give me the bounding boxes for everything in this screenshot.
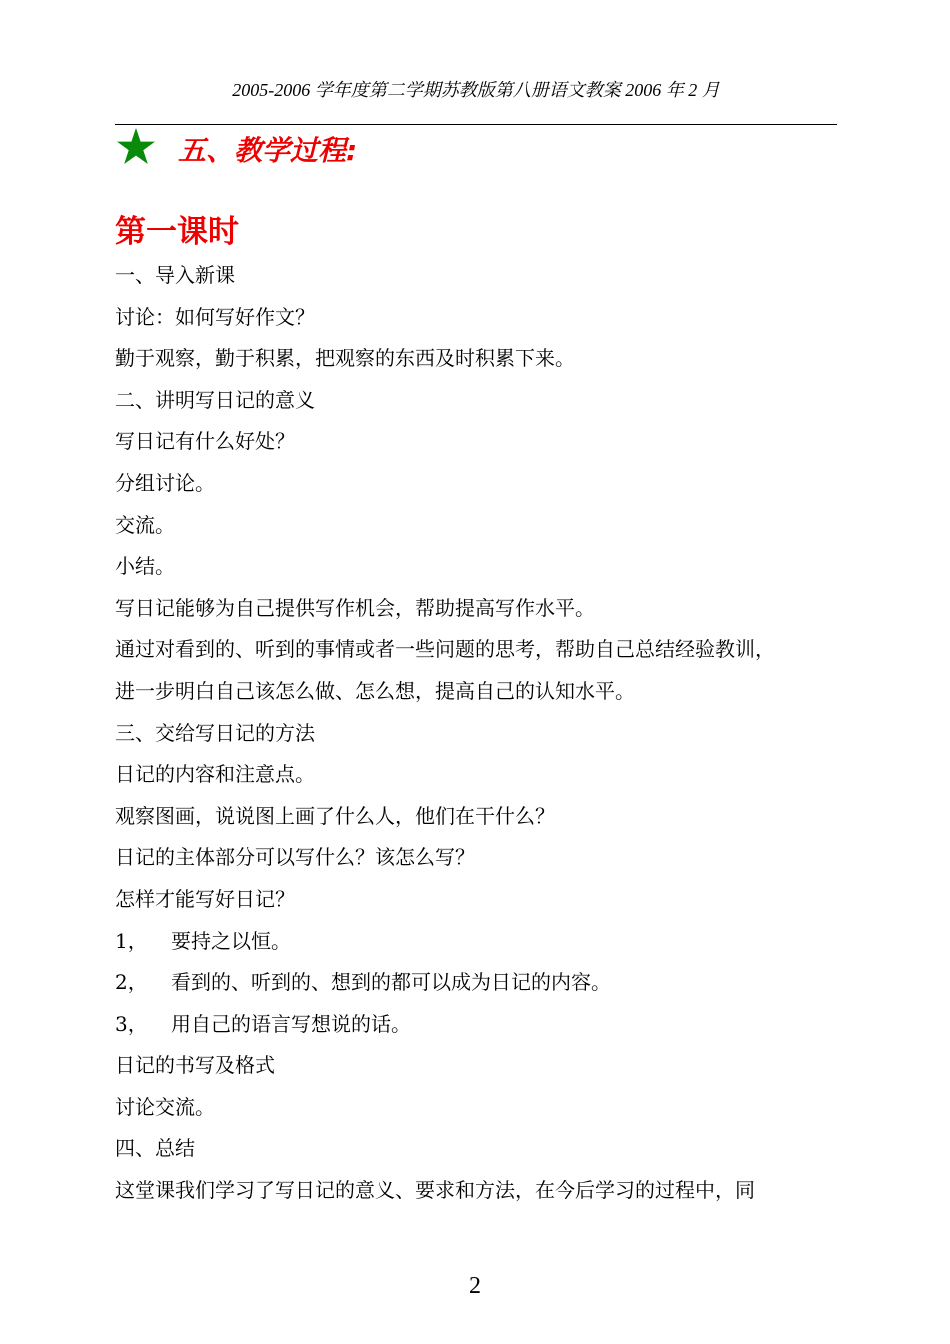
paragraph-line: 四、总结 [115,1136,195,1161]
paragraph-line: 讨论：如何写好作文？ [115,304,315,329]
paragraph-line: 这堂课我们学习了写日记的意义、要求和方法，在今后学习的过程中，同 [115,1178,755,1203]
paragraph-line: 一、导入新课 [115,263,235,287]
numbered-item [115,921,845,963]
paragraph-line: 勤于观察，勤于积累，把观察的东西及时积累下来。 [115,346,575,371]
numbered-item [115,1004,845,1046]
paragraph-line: 分组讨论。 [115,470,215,495]
numbered-item [115,962,845,1004]
paragraph-line: 通过对看到的、听到的事情或者一些问题的思考，帮助自己总结经验教训， [115,637,775,662]
paragraph-line: 写日记能够为自己提供写作机会，帮助提高写作水平。 [115,595,595,620]
item-number: 1， [115,928,148,953]
lesson-heading: 第一课时 [115,214,239,250]
item-text: 要持之以恒。 [171,928,291,953]
paragraph-line: 怎样才能写好日记？ [115,886,295,911]
paragraph-line: 小结。 [115,554,175,579]
item-text: 看到的、听到的、想到的都可以成为日记的内容。 [171,970,611,995]
item-number: 2， [115,970,148,995]
paragraph-line: 进一步明白自己该怎么做、怎么想，提高自己的认知水平。 [115,678,635,703]
paragraph-line: 讨论交流。 [115,1094,215,1119]
paragraph-line: 写日记有什么好处？ [115,429,295,454]
paragraph-line: 日记的内容和注意点。 [115,762,315,787]
document-header: 2005-2006 学年度第二学期苏教版第八册语文教案 2006 年 2 月 [232,80,720,100]
paragraph-line: 二、讲明写日记的意义 [115,387,315,412]
document-body [115,255,845,1212]
star-icon [115,126,157,168]
item-text: 用自己的语言写想说的话。 [171,1011,411,1036]
header-divider [115,124,837,125]
paragraph-line: 观察图画，说说图上画了什么人，他们在干什么？ [115,803,555,828]
paragraph-line: 交流。 [115,512,175,537]
paragraph-line: 三、交给写日记的方法 [115,720,315,745]
page-number: 2 [469,1273,481,1299]
paragraph-line: 日记的主体部分可以写什么？该怎么写？ [115,845,475,870]
item-number: 3， [115,1011,148,1036]
section-heading: 五、教学过程: [178,134,358,167]
paragraph-line: 日记的书写及格式 [115,1053,275,1078]
